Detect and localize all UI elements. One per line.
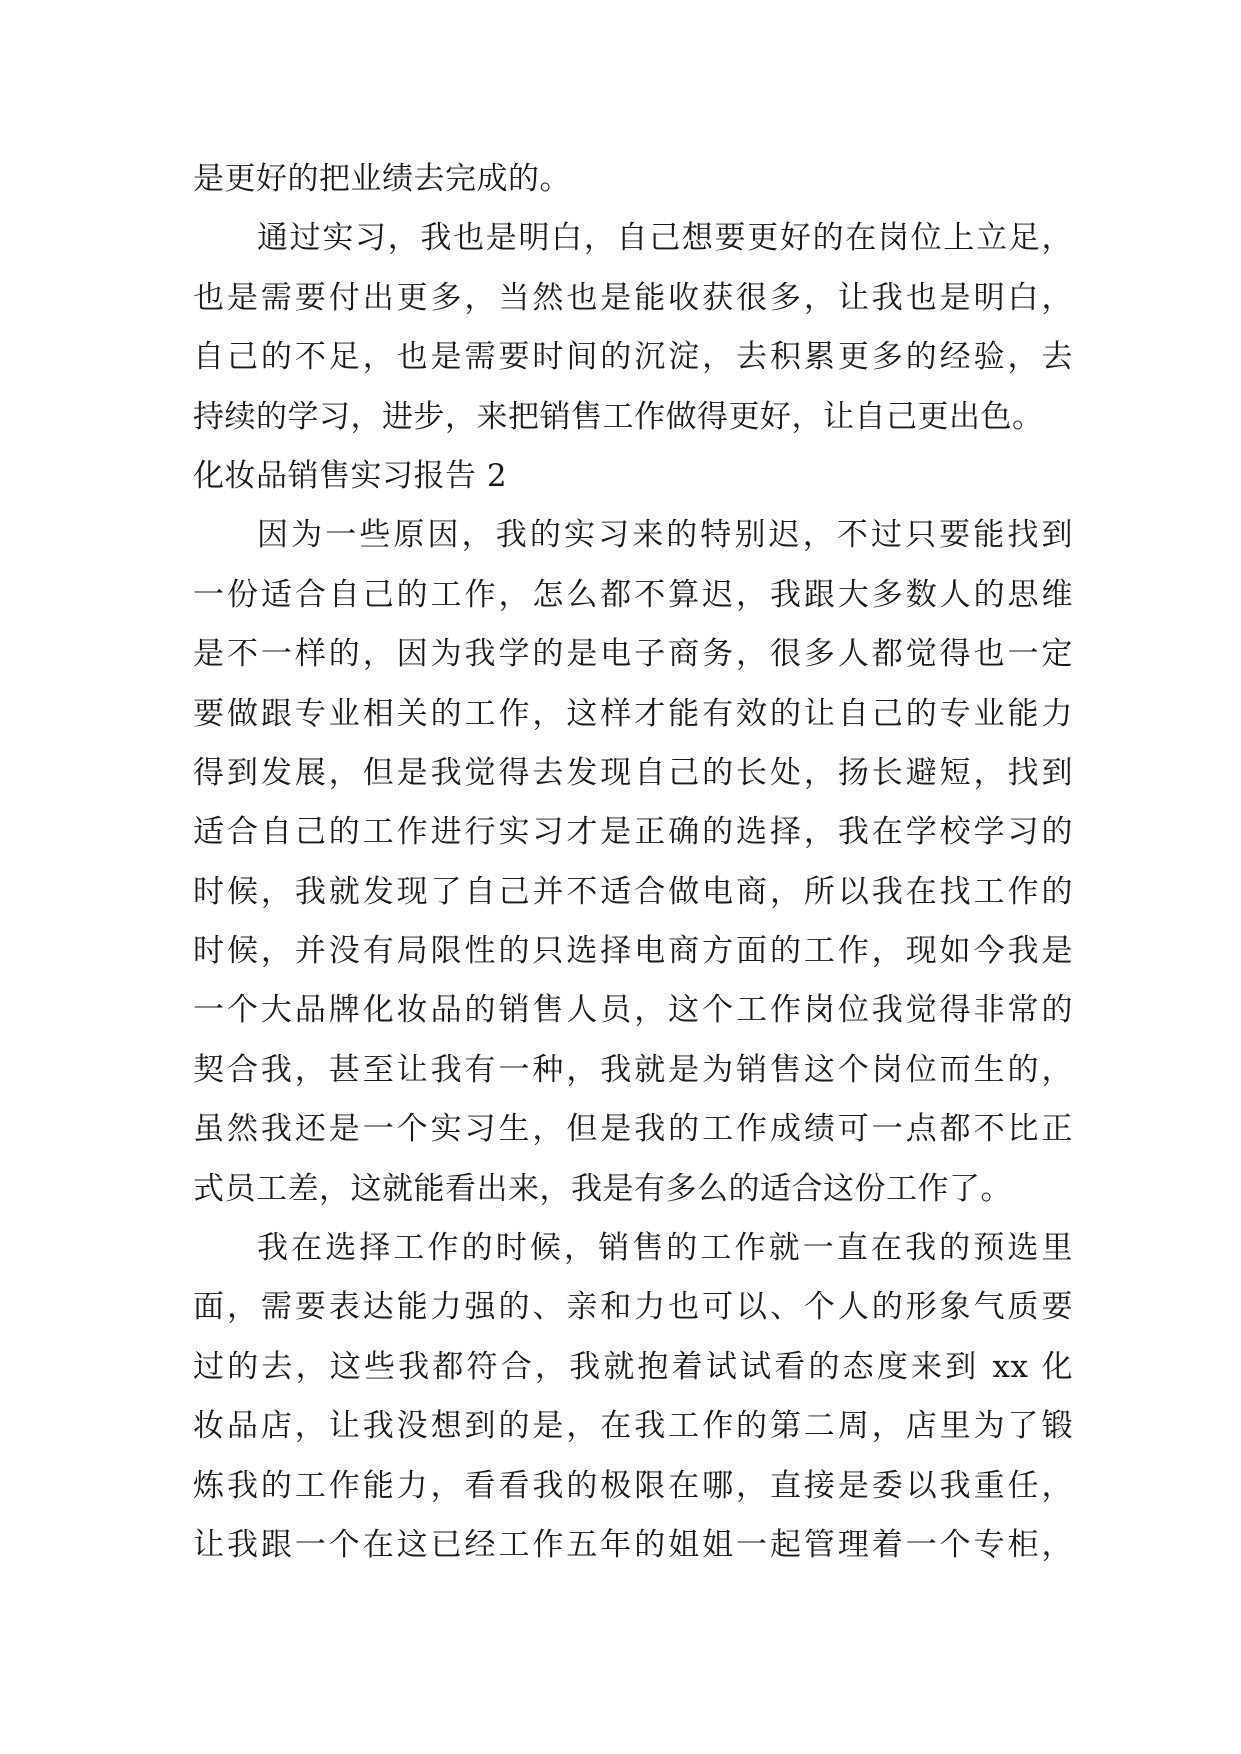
text-line: 时候，并没有局限性的只选择电商方面的工作，现如今我是	[193, 933, 1073, 970]
text-line: 过的去，这些我都符合，我就抱着试试看的态度来到 xx 化	[193, 1348, 1073, 1385]
text-line: 适合自己的工作进行实习才是正确的选择，我在学校学习的	[193, 814, 1073, 851]
text-line: 要做跟专业相关的工作，这样才能有效的让自己的专业能力	[193, 695, 1073, 732]
text-line: 让我跟一个在这已经工作五年的姐姐一起管理着一个专柜，	[193, 1526, 1073, 1563]
text-line: 面，需要表达能力强的、亲和力也可以、个人的形象气质要	[193, 1289, 1073, 1326]
text-line: 炼我的工作能力，看看我的极限在哪，直接是委以我重任，	[193, 1467, 1073, 1504]
text-line: 时候，我就发现了自己并不适合做电商，所以我在找工作的	[193, 873, 1073, 910]
text-line: 通过实习，我也是明白，自己想要更好的在岗位上立足，	[257, 220, 1073, 257]
text-line: 虽然我还是一个实习生，但是我的工作成绩可一点都不比正	[193, 1111, 1073, 1148]
text-line: 因为一些原因，我的实习来的特别迟，不过只要能找到	[257, 517, 1073, 554]
text-line: 也是需要付出更多，当然也是能收获很多，让我也是明白，	[193, 279, 1073, 316]
text-line: 持续的学习，进步，来把销售工作做得更好，让自己更出色。	[193, 398, 1044, 435]
text-line: 得到发展，但是我觉得去发现自己的长处，扬长避短，找到	[193, 754, 1073, 791]
section-heading: 化妆品销售实习报告 2	[193, 457, 508, 494]
text-line: 契合我，甚至让我有一种，我就是为销售这个岗位而生的，	[193, 1051, 1073, 1088]
text-line: 一个大品牌化妆品的销售人员，这个工作岗位我觉得非常的	[193, 992, 1073, 1029]
text-line: 妆品店，让我没想到的是，在我工作的第二周，店里为了锻	[193, 1408, 1073, 1445]
text-line: 是更好的把业绩去完成的。	[193, 161, 571, 197]
text-line: 是不一样的，因为我学的是电子商务，很多人都觉得也一定	[193, 636, 1073, 673]
text-line: 我在选择工作的时候，销售的工作就一直在我的预选里	[257, 1230, 1073, 1267]
text-line: 一份适合自己的工作，怎么都不算迟，我跟大多数人的思维	[193, 576, 1073, 613]
text-line: 式员工差，这就能看出来，我是有多么的适合这份工作了。	[193, 1170, 1012, 1207]
document-body	[193, 150, 1073, 1575]
text-line: 自己的不足，也是需要时间的沉淀，去积累更多的经验，去	[193, 339, 1073, 376]
